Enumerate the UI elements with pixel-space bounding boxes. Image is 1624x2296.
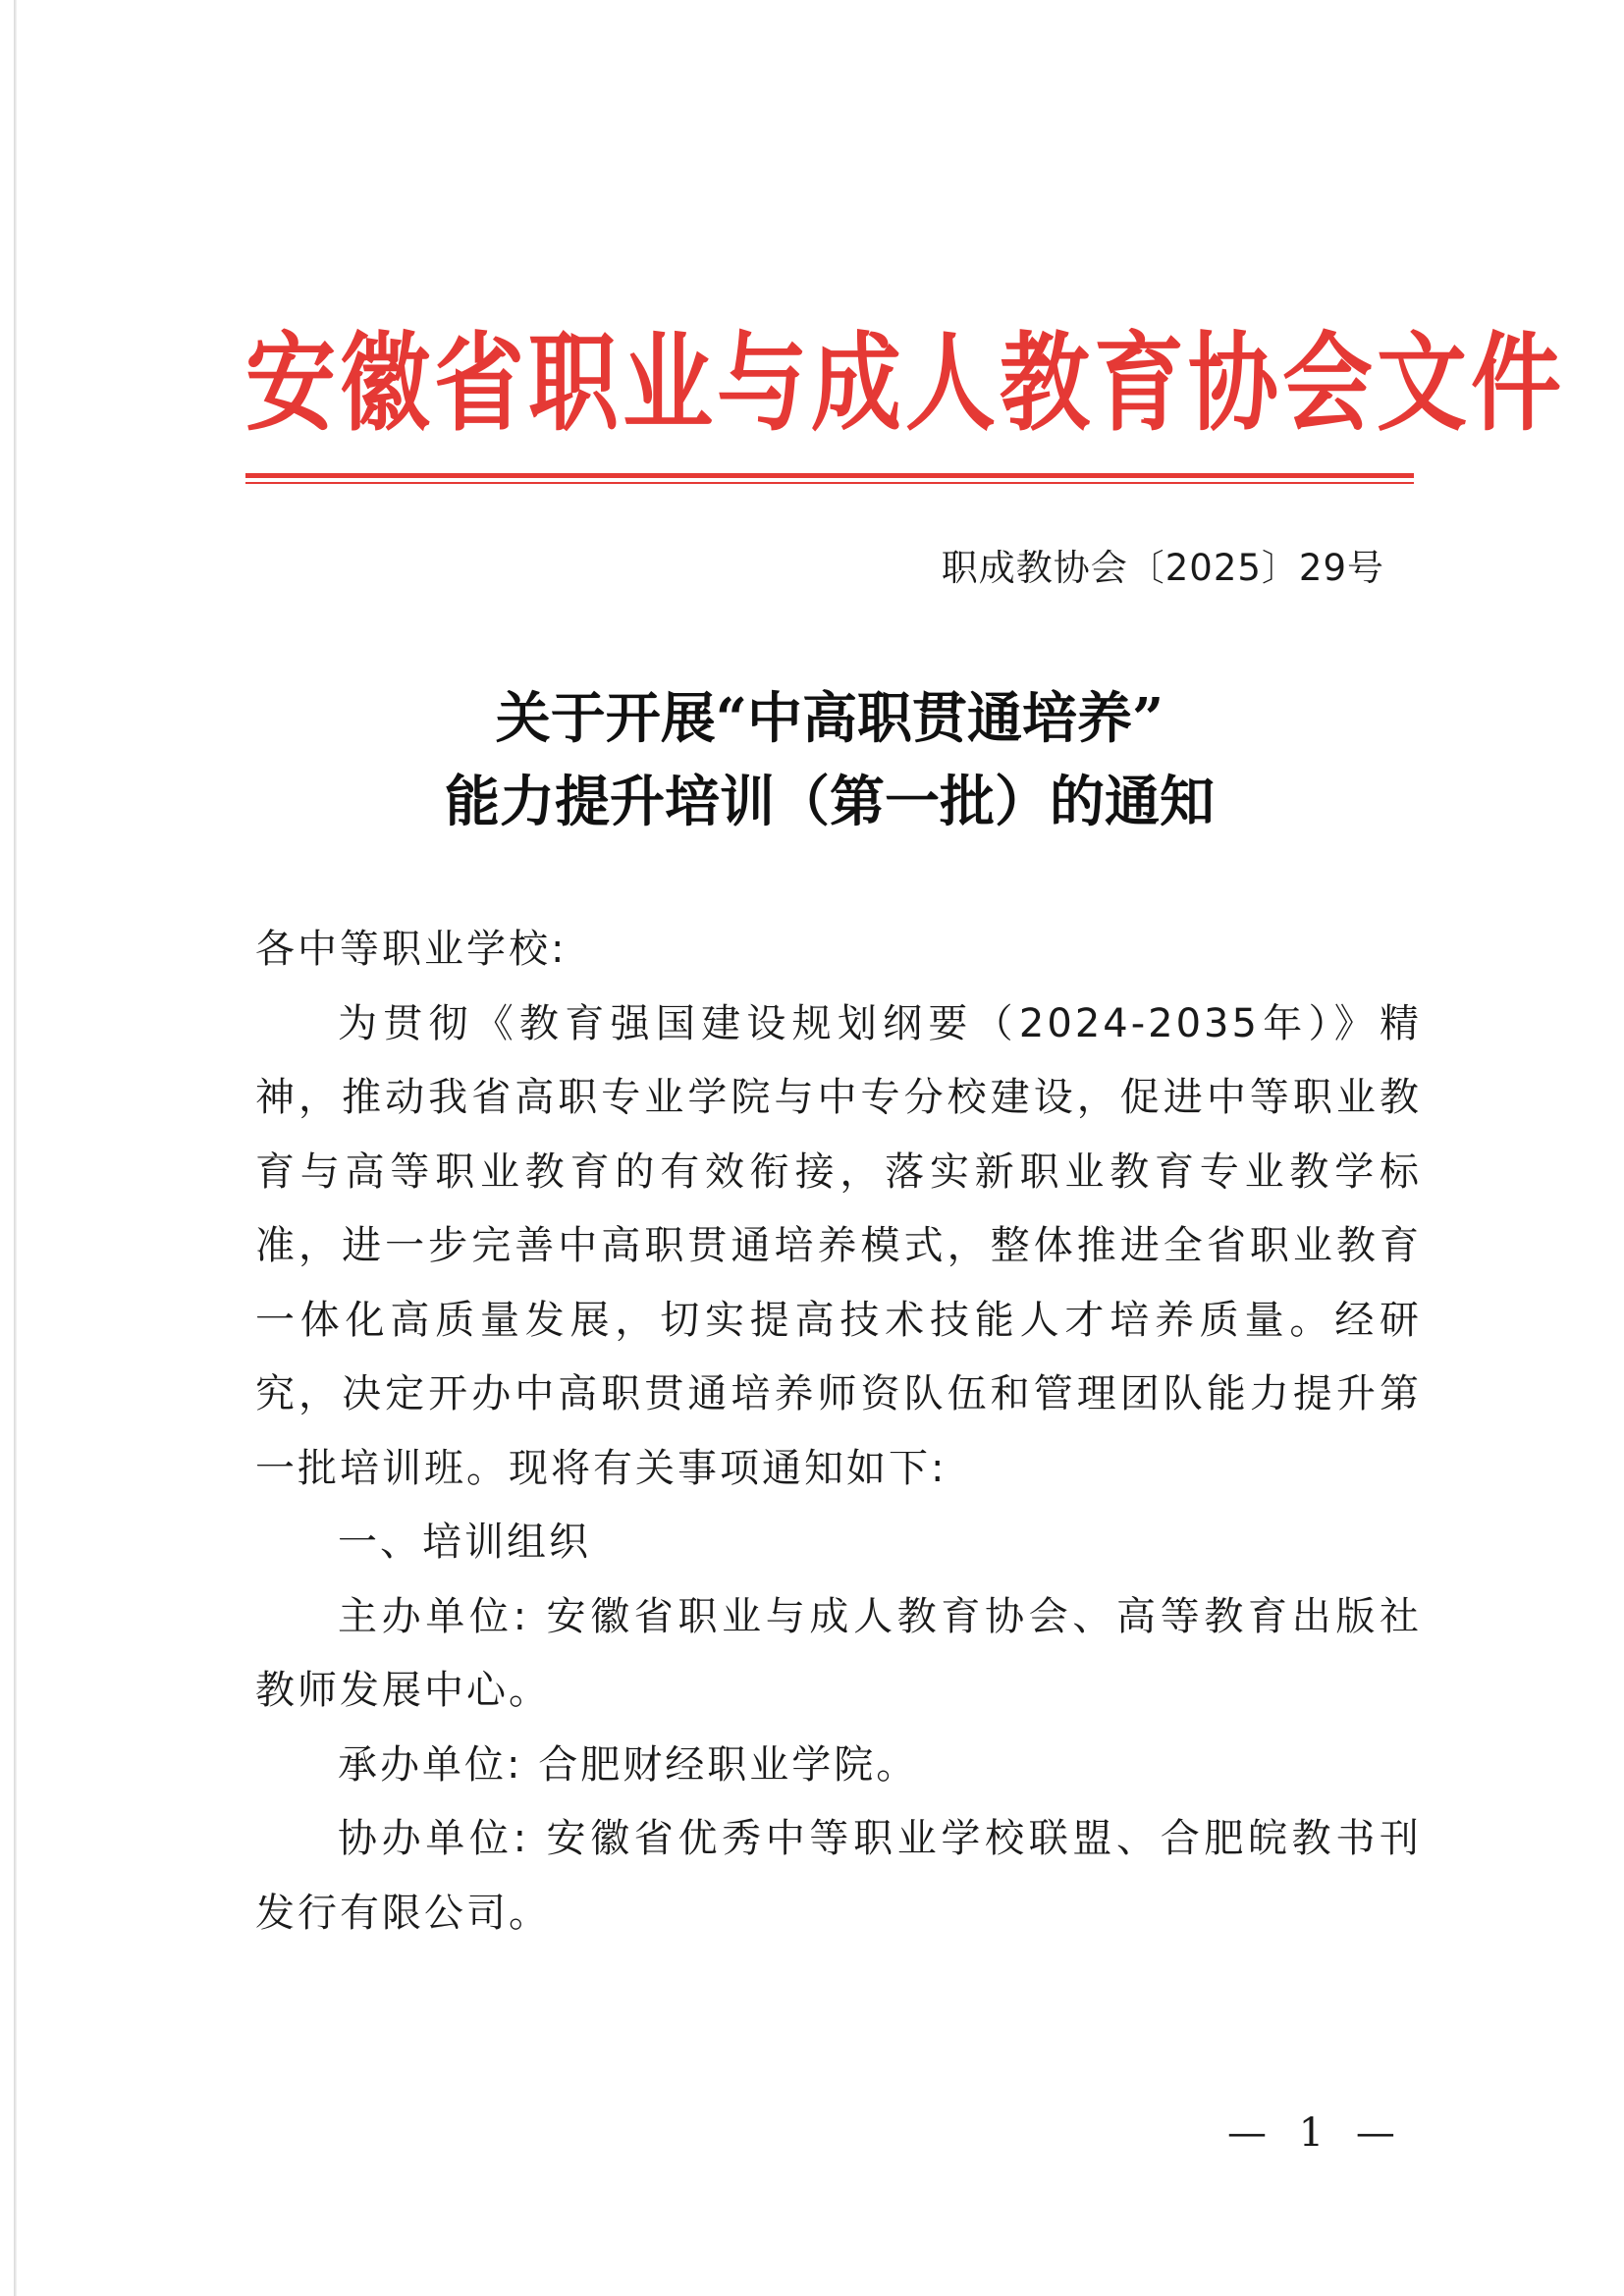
masthead-red-rule-thin <box>245 482 1414 484</box>
co-organizer-paragraph: 协办单位: 安徽省优秀中等职业学校联盟、合肥皖教书刊发行有限公司。 <box>255 1816 1422 1936</box>
section-heading-training-organization: 一、培训组织 <box>338 1520 591 1565</box>
page-number: — 1 — <box>1227 2110 1405 2156</box>
salutation: 各中等职业学校: <box>255 927 568 972</box>
document-masthead: 安徽省职业与成人教育协会文件 <box>245 321 1566 447</box>
intro-paragraph: 为贯彻《教育强国建设规划纲要（2024-2035年）》精神，推动我省高职专业学院与中专分校建设，促进中等职业教育与高等职业教育的有效衔接，落实新职业教育专业教学标准，进一步完善中高职贯通培养模式，整体推进全省职业教育一体化高质量发展，切实提高技术技能人才培养质量。经研究，决定开办中高职贯通培养师资队伍和管理团队能力提升第一批培训班。现将有关事项通知如下: <box>255 1000 1422 1491</box>
document-number: 职成教协会〔2025〕29号 <box>941 547 1384 589</box>
undertaker-paragraph: 承办单位: 合肥财经职业学院。 <box>338 1741 919 1788</box>
title-line-1: 关于开展“中高职贯通培养” <box>495 686 1164 751</box>
title-line-2: 能力提升培训（第一批）的通知 <box>445 770 1215 834</box>
organizer-paragraph: 主办单位: 安徽省职业与成人教育协会、高等教育出版社教师发展中心。 <box>255 1593 1422 1713</box>
document-body <box>255 913 1422 1950</box>
masthead-red-rule <box>245 473 1414 478</box>
document-title <box>245 677 1414 844</box>
scan-edge-shadow <box>14 0 17 2296</box>
